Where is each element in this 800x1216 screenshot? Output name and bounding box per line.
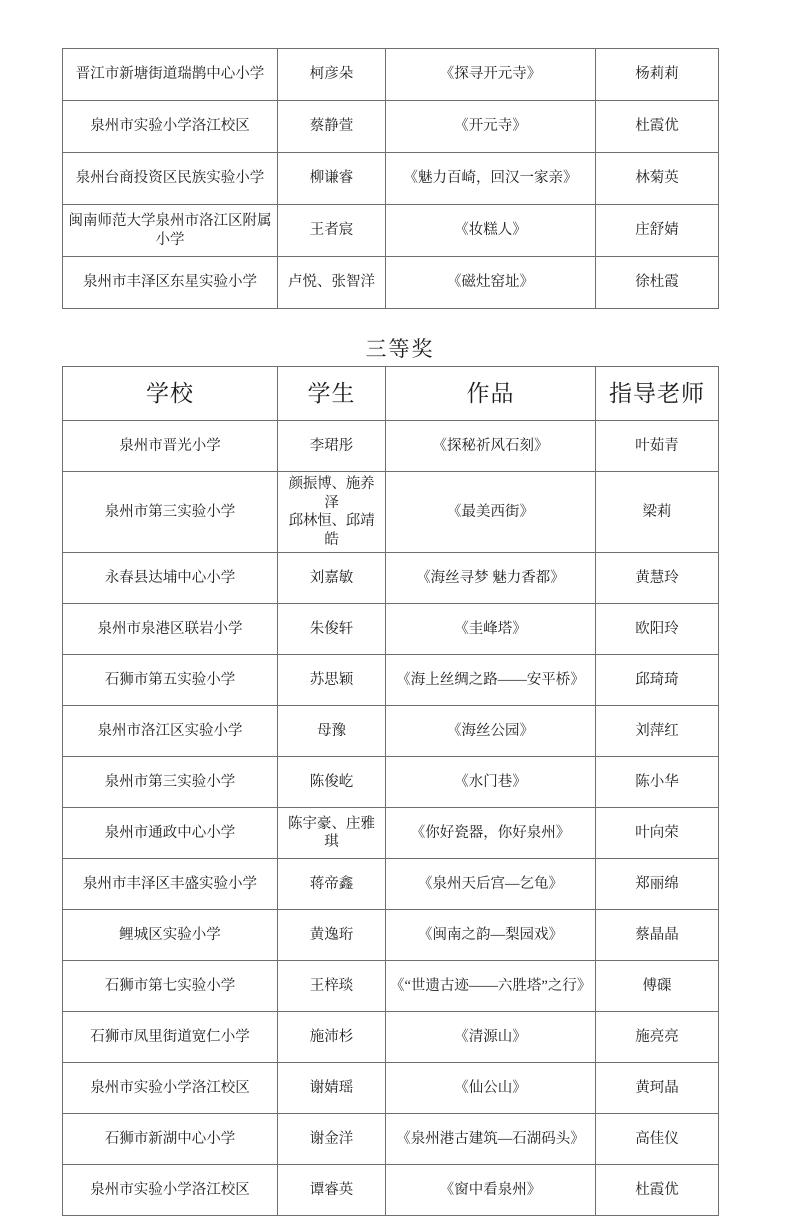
cell-student: 朱俊轩 [278,604,386,655]
cell-teacher: 庄舒婧 [596,205,719,257]
table-row [63,655,719,706]
continued-award-table-body [63,49,719,309]
cell-work: 《探秘祈风石刻》 [386,421,596,472]
cell-work: 《探寻开元寺》 [386,49,596,101]
cell-student: 黄逸珩 [278,910,386,961]
cell-teacher: 高佳仪 [596,1114,719,1165]
table-row [63,808,719,859]
table-row [63,604,719,655]
cell-teacher: 叶向荣 [596,808,719,859]
cell-teacher: 蔡晶晶 [596,910,719,961]
cell-student: 卢悦、张智洋 [278,257,386,309]
cell-teacher: 欧阳玲 [596,604,719,655]
cell-student: 陈宇豪、庄雅琪 [278,808,386,859]
table-row [63,1114,719,1165]
cell-work: 《最美西街》 [386,472,596,553]
table-row [63,1165,719,1216]
cell-school: 永春县达埔中心小学 [63,553,278,604]
third-prize-table-body [63,421,719,1216]
table-row [63,257,719,309]
table-row [63,553,719,604]
cell-student: 柳谦睿 [278,153,386,205]
cell-teacher: 杜霞优 [596,101,719,153]
cell-school: 泉州市第三实验小学 [63,757,278,808]
cell-work: 《妆糕人》 [386,205,596,257]
table-row [63,757,719,808]
cell-school: 泉州市丰泽区丰盛实验小学 [63,859,278,910]
cell-student: 母豫 [278,706,386,757]
cell-student: 苏思颖 [278,655,386,706]
cell-teacher: 梁莉 [596,472,719,553]
table-row [63,153,719,205]
cell-work: 《海丝公园》 [386,706,596,757]
column-header-student: 学生 [278,367,386,421]
cell-teacher: 陈小华 [596,757,719,808]
cell-work: 《仙公山》 [386,1063,596,1114]
cell-student: 蒋帝鑫 [278,859,386,910]
table-row [63,1012,719,1063]
cell-school: 石狮市凤里街道宽仁小学 [63,1012,278,1063]
cell-work: 《海丝寻梦 魅力香都》 [386,553,596,604]
cell-student: 柯彦朵 [278,49,386,101]
table-row [63,101,719,153]
cell-teacher: 徐杜霞 [596,257,719,309]
table-header-row [63,367,719,421]
cell-work: 《清源山》 [386,1012,596,1063]
cell-student: 李珺彤 [278,421,386,472]
column-header-school: 学校 [63,367,278,421]
cell-teacher: 杨莉莉 [596,49,719,101]
cell-work: 《你好瓷器，你好泉州》 [386,808,596,859]
cell-school: 泉州市实验小学洛江校区 [63,101,278,153]
cell-school: 泉州市泉港区联岩小学 [63,604,278,655]
table-row [63,859,719,910]
cell-teacher: 郑丽绵 [596,859,719,910]
table-row [63,961,719,1012]
cell-school: 泉州市通政中心小学 [63,808,278,859]
column-header-teacher: 指导老师 [596,367,719,421]
table-row [63,472,719,553]
column-header-work: 作品 [386,367,596,421]
cell-work: 《泉州港古建筑—石湖码头》 [386,1114,596,1165]
cell-student: 谭睿英 [278,1165,386,1216]
cell-student: 谢金洋 [278,1114,386,1165]
table-row [63,421,719,472]
cell-school: 石狮市第五实验小学 [63,655,278,706]
table-row [63,49,719,101]
cell-work: 《窗中看泉州》 [386,1165,596,1216]
cell-school: 石狮市新湖中心小学 [63,1114,278,1165]
cell-student: 陈俊屹 [278,757,386,808]
cell-student: 施沛杉 [278,1012,386,1063]
cell-student: 谢婧瑶 [278,1063,386,1114]
cell-teacher: 邱琦琦 [596,655,719,706]
cell-teacher: 刘萍红 [596,706,719,757]
cell-work: 《魅力百崎，回汉一家亲》 [386,153,596,205]
cell-school: 鲤城区实验小学 [63,910,278,961]
cell-work: 《海上丝绸之路——安平桥》 [386,655,596,706]
cell-work: 《开元寺》 [386,101,596,153]
cell-work: 《闽南之韵—梨园戏》 [386,910,596,961]
cell-work: 《泉州天后宫—乞龟》 [386,859,596,910]
cell-teacher: 林菊英 [596,153,719,205]
section-title-third-prize: 三等奖 [365,337,435,361]
table-row [63,910,719,961]
cell-teacher: 叶茹青 [596,421,719,472]
cell-teacher: 施亮亮 [596,1012,719,1063]
cell-school: 泉州市洛江区实验小学 [63,706,278,757]
cell-student: 刘嘉敏 [278,553,386,604]
cell-teacher: 杜霞优 [596,1165,719,1216]
cell-teacher: 傅磲 [596,961,719,1012]
table-row [63,1063,719,1114]
cell-student: 王者宸 [278,205,386,257]
cell-teacher: 黄珂晶 [596,1063,719,1114]
cell-school: 石狮市第七实验小学 [63,961,278,1012]
cell-student: 颜振博、施养泽 邱林恒、邱靖皓 [278,472,386,553]
table-row [63,706,719,757]
cell-school: 泉州市丰泽区东星实验小学 [63,257,278,309]
cell-school: 泉州市实验小学洛江校区 [63,1063,278,1114]
cell-work: 《磁灶窑址》 [386,257,596,309]
cell-teacher: 黄慧玲 [596,553,719,604]
cell-work: 《“世遗古迹——六胜塔”之行》 [386,961,596,1012]
table-row [63,205,719,257]
cell-school: 泉州市晋光小学 [63,421,278,472]
third-prize-table-header [63,367,719,421]
cell-school: 泉州市第三实验小学 [63,472,278,553]
cell-work: 《水门巷》 [386,757,596,808]
cell-school: 泉州市实验小学洛江校区 [63,1165,278,1216]
continued-award-table [62,48,719,309]
cell-school: 晋江市新塘街道瑞鹊中心小学 [63,49,278,101]
cell-student: 蔡静萱 [278,101,386,153]
cell-student: 王梓琰 [278,961,386,1012]
third-prize-table [62,366,719,1216]
cell-school: 泉州台商投资区民族实验小学 [63,153,278,205]
cell-school: 闽南师范大学泉州市洛江区附属小学 [63,205,278,257]
cell-work: 《圭峰塔》 [386,604,596,655]
